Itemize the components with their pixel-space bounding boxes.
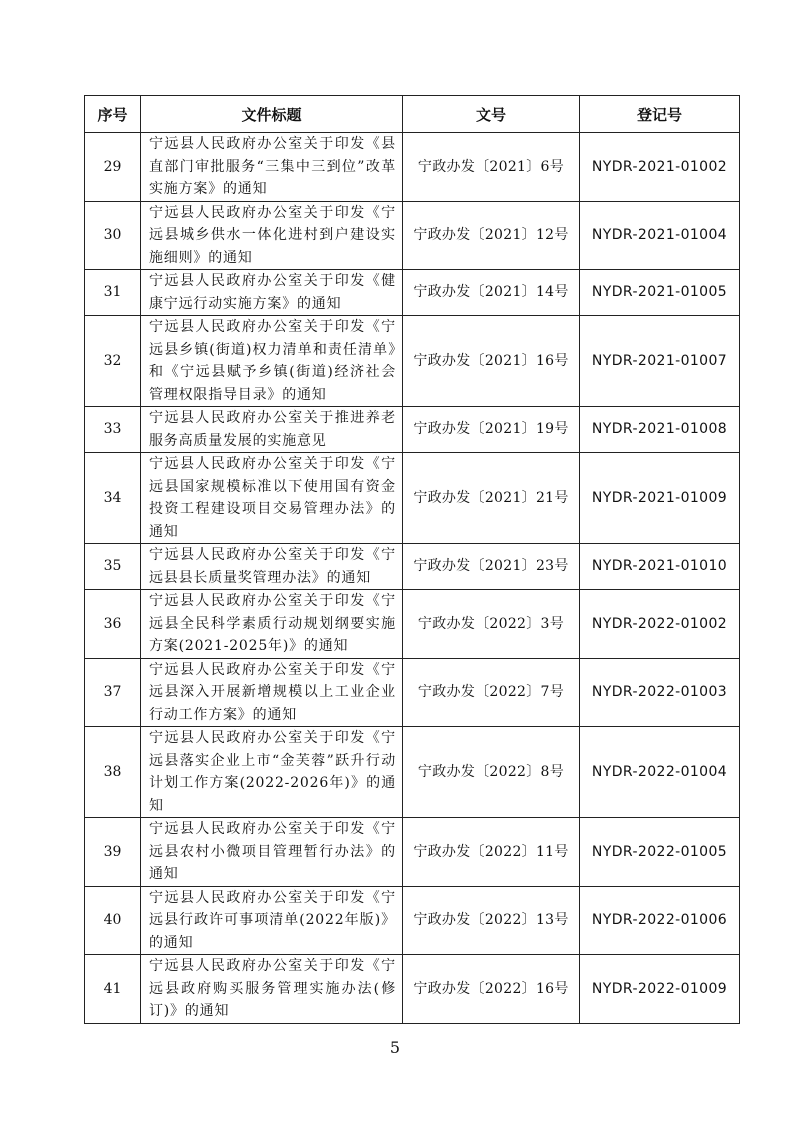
row-title: 宁远县人民政府办公室关于推进养老服务高质量发展的实施意见 [141, 407, 403, 453]
row-doc-no: 宁政办发〔2021〕12号 [403, 201, 580, 270]
page-number: 5 [389, 1038, 401, 1057]
table-row [85, 590, 740, 659]
row-no: 41 [85, 955, 141, 1024]
row-no: 36 [85, 590, 141, 659]
row-reg-no: NYDR-2021-01002 [580, 133, 740, 202]
row-reg-no: NYDR-2021-01010 [580, 544, 740, 590]
table-row [85, 133, 740, 202]
row-no: 32 [85, 316, 141, 407]
row-no: 39 [85, 818, 141, 887]
row-doc-no: 宁政办发〔2021〕21号 [403, 453, 580, 544]
row-title: 宁远县人民政府办公室关于印发《宁远县城乡供水一体化进村到户建设实施细则》的通知 [141, 201, 403, 270]
table-row [85, 453, 740, 544]
row-doc-no: 宁政办发〔2022〕7号 [403, 658, 580, 727]
row-doc-no: 宁政办发〔2021〕23号 [403, 544, 580, 590]
row-title: 宁远县人民政府办公室关于印发《宁远县县长质量奖管理办法》的通知 [141, 544, 403, 590]
table-row [85, 886, 740, 955]
row-title: 宁远县人民政府办公室关于印发《宁远县国家规模标准以下使用国有资金投资工程建设项目交易管理办法》的通知 [141, 453, 403, 544]
row-reg-no: NYDR-2022-01006 [580, 886, 740, 955]
table-row [85, 955, 740, 1024]
row-doc-no: 宁政办发〔2021〕19号 [403, 407, 580, 453]
row-title: 宁远县人民政府办公室关于印发《宁远县乡镇(街道)权力清单和责任清单》和《宁远县赋予乡镇(街道)经济社会管理权限指导目录》的通知 [141, 316, 403, 407]
row-no: 35 [85, 544, 141, 590]
row-no: 37 [85, 658, 141, 727]
table-row [85, 316, 740, 407]
row-title: 宁远县人民政府办公室关于印发《宁远县全民科学素质行动规划纲要实施方案(2021-2025年)》的通知 [141, 590, 403, 659]
row-doc-no: 宁政办发〔2022〕13号 [403, 886, 580, 955]
row-no: 34 [85, 453, 141, 544]
row-reg-no: NYDR-2022-01009 [580, 955, 740, 1024]
row-reg-no: NYDR-2021-01005 [580, 270, 740, 316]
document-table [84, 95, 740, 1024]
row-reg-no: NYDR-2022-01003 [580, 658, 740, 727]
header-doc-no: 文号 [403, 96, 580, 133]
header-row [85, 96, 740, 133]
row-title: 宁远县人民政府办公室关于印发《宁远县深入开展新增规模以上工业企业行动工作方案》的通知 [141, 658, 403, 727]
row-reg-no: NYDR-2021-01007 [580, 316, 740, 407]
table-row [85, 727, 740, 818]
row-no: 30 [85, 201, 141, 270]
row-reg-no: NYDR-2022-01002 [580, 590, 740, 659]
row-doc-no: 宁政办发〔2022〕16号 [403, 955, 580, 1024]
row-no: 38 [85, 727, 141, 818]
row-doc-no: 宁政办发〔2022〕3号 [403, 590, 580, 659]
row-doc-no: 宁政办发〔2021〕14号 [403, 270, 580, 316]
header-no: 序号 [85, 96, 141, 133]
row-reg-no: NYDR-2022-01005 [580, 818, 740, 887]
row-title: 宁远县人民政府办公室关于印发《宁远县政府购买服务管理实施办法(修订)》的通知 [141, 955, 403, 1024]
row-title: 宁远县人民政府办公室关于印发《县直部门审批服务“三集中三到位”改革实施方案》的通知 [141, 133, 403, 202]
row-doc-no: 宁政办发〔2021〕6号 [403, 133, 580, 202]
row-doc-no: 宁政办发〔2021〕16号 [403, 316, 580, 407]
row-title: 宁远县人民政府办公室关于印发《健康宁远行动实施方案》的通知 [141, 270, 403, 316]
table-row [85, 270, 740, 316]
row-no: 33 [85, 407, 141, 453]
table-row [85, 544, 740, 590]
row-no: 29 [85, 133, 141, 202]
row-no: 31 [85, 270, 141, 316]
header-title: 文件标题 [141, 96, 403, 133]
table-body [85, 133, 740, 1024]
table-row [85, 201, 740, 270]
row-doc-no: 宁政办发〔2022〕8号 [403, 727, 580, 818]
row-no: 40 [85, 886, 141, 955]
row-title: 宁远县人民政府办公室关于印发《宁远县行政许可事项清单(2022年版)》的通知 [141, 886, 403, 955]
table-row [85, 818, 740, 887]
table-row [85, 658, 740, 727]
row-reg-no: NYDR-2021-01008 [580, 407, 740, 453]
row-title: 宁远县人民政府办公室关于印发《宁远县落实企业上市“金芙蓉”跃升行动计划工作方案(2022-2026年)》的通知 [141, 727, 403, 818]
row-reg-no: NYDR-2022-01004 [580, 727, 740, 818]
table-row [85, 407, 740, 453]
row-reg-no: NYDR-2021-01009 [580, 453, 740, 544]
row-reg-no: NYDR-2021-01004 [580, 201, 740, 270]
row-doc-no: 宁政办发〔2022〕11号 [403, 818, 580, 887]
row-title: 宁远县人民政府办公室关于印发《宁远县农村小微项目管理暂行办法》的通知 [141, 818, 403, 887]
header-reg-no: 登记号 [580, 96, 740, 133]
